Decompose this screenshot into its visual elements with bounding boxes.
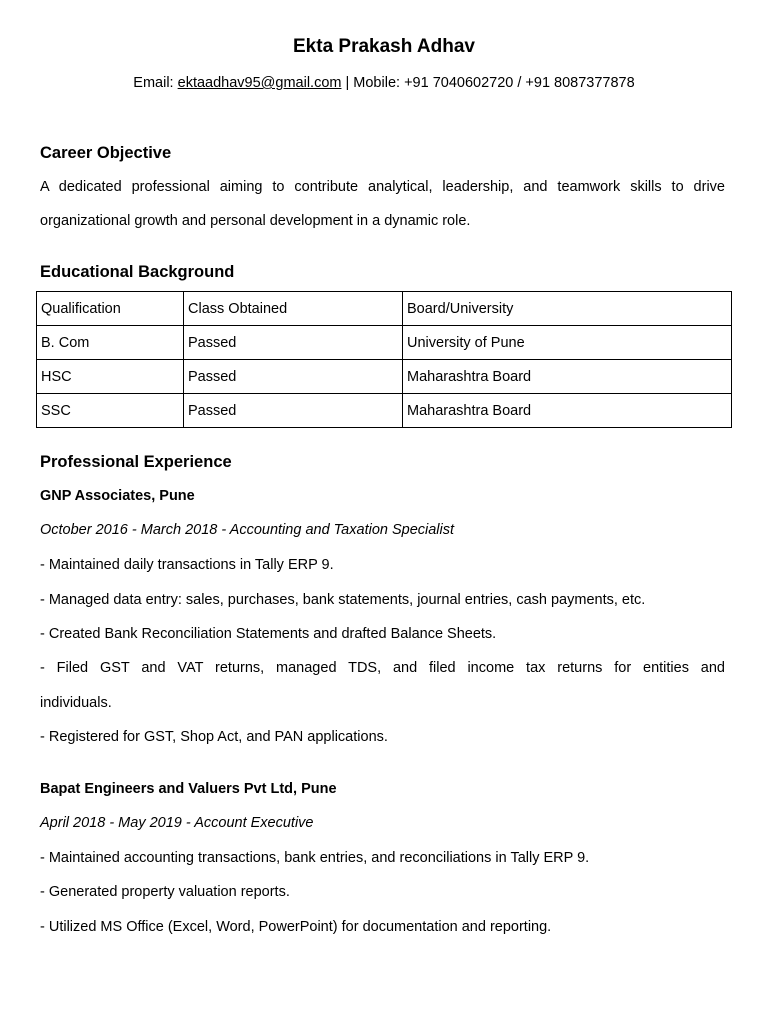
education-heading: Educational Background [40, 263, 235, 281]
job-company: GNP Associates, Pune [40, 488, 195, 504]
qualification-cell: HSC [37, 360, 184, 394]
job-bullet: - Created Bank Reconciliation Statements and drafted Balance Sheets. [40, 626, 497, 642]
job-bullet: - Utilized MS Office (Excel, Word, PowerPoint) for documentation and reporting. [40, 919, 552, 935]
table-header-row [37, 292, 732, 326]
column-header: Class Obtained [184, 292, 403, 326]
column-header: Qualification [37, 292, 184, 326]
job-bullet-continuation: individuals. [40, 695, 112, 711]
board-cell: University of Pune [403, 326, 732, 360]
experience-heading: Professional Experience [40, 453, 232, 471]
email-link[interactable]: ektaadhav95@gmail.com [177, 75, 342, 91]
contact-line [0, 75, 768, 91]
job-bullet: - Managed data entry: sales, purchases, bank statements, journal entries, cash payments, etc. [40, 592, 646, 608]
board-cell: Maharashtra Board [403, 394, 732, 428]
job-bullet: - Registered for GST, Shop Act, and PAN applications. [40, 729, 388, 745]
qualification-cell: B. Com [37, 326, 184, 360]
job-period: October 2016 - March 2018 - Accounting and Taxation Specialist [40, 522, 455, 538]
job-bullet: - Generated property valuation reports. [40, 884, 290, 900]
board-cell: Maharashtra Board [403, 360, 732, 394]
table-row [37, 326, 732, 360]
job-bullet: - Maintained daily transactions in Tally ERP 9. [40, 557, 334, 573]
education-table [36, 291, 732, 428]
class-cell: Passed [184, 360, 403, 394]
career-objective-heading: Career Objective [40, 144, 172, 162]
table-row [37, 360, 732, 394]
candidate-name: Ekta Prakash Adhav [293, 36, 475, 57]
class-cell: Passed [184, 326, 403, 360]
job-company: Bapat Engineers and Valuers Pvt Ltd, Pune [40, 781, 337, 797]
job-bullet: - Filed GST and VAT returns, managed TDS, and filed income tax returns for entities and [40, 660, 725, 676]
email-label: Email: [133, 75, 178, 91]
class-cell: Passed [184, 394, 403, 428]
mobile-info: | Mobile: +91 7040602720 / +91 8087377878 [341, 75, 635, 91]
column-header: Board/University [403, 292, 732, 326]
table-row [37, 394, 732, 428]
qualification-cell: SSC [37, 394, 184, 428]
career-objective-text: A dedicated professional aiming to contribute analytical, leadership, and teamwork skills to drive organizational growth and personal development in a dynamic role. [40, 179, 725, 229]
job-bullet: - Maintained accounting transactions, bank entries, and reconciliations in Tally ERP 9. [40, 850, 590, 866]
job-period: April 2018 - May 2019 - Account Executive [40, 815, 314, 831]
